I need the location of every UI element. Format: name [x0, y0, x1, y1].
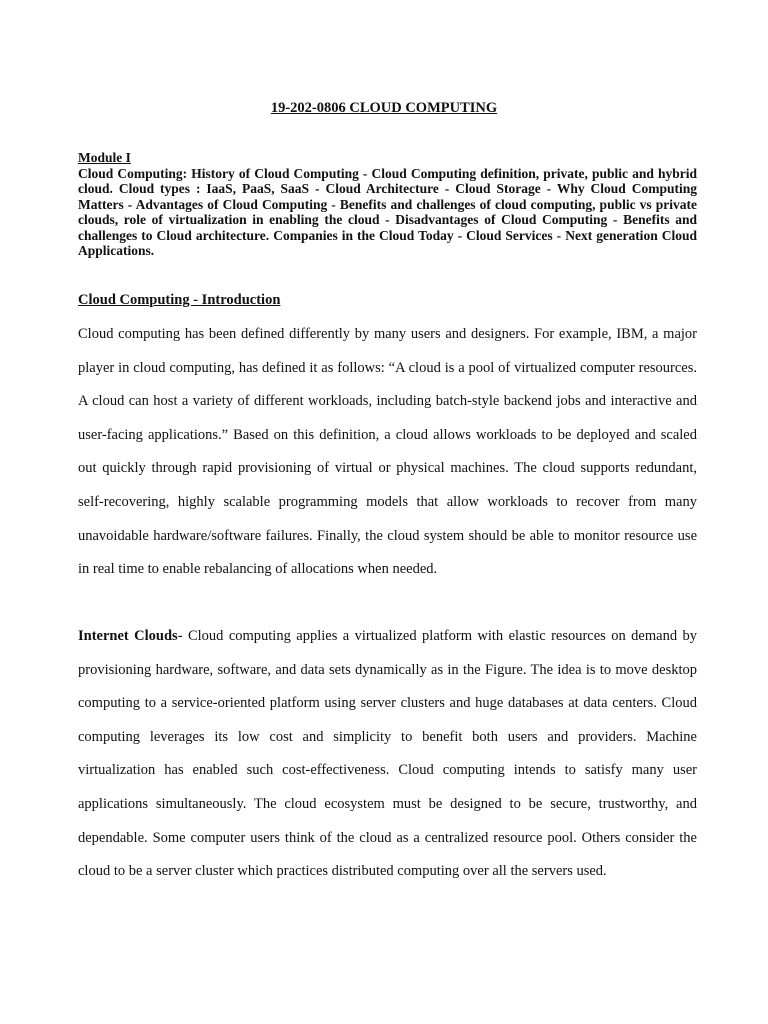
module-heading: Module I [78, 150, 131, 165]
section-heading: Cloud Computing - Introduction [78, 292, 281, 308]
module-description: Cloud Computing: History of Cloud Computing - Cloud Computing definition, private, public and hybrid cloud. Cloud types : IaaS, PaaS, SaaS - Cloud Architecture - Cloud Storage - Why Cloud Computing Matters - Advantages of Cloud Computing - Benefits and challenges of cloud computing, public vs private clouds, role of virtualization in enabling the cloud - Disadvantages of Cloud Computing - Benefits and challenges to Cloud architecture. Companies in the Cloud Today - Cloud Services - Next generation Cloud Applications. [78, 165, 697, 258]
document-title: 19-202-0806 CLOUD COMPUTING [270, 100, 498, 116]
internet-clouds-lead: Internet Clouds [78, 628, 178, 644]
intro-paragraph: Cloud computing has been defined differently by many users and designers. For example, IBM, a major player in cloud computing, has defined it as follows: “A cloud is a pool of virtualized computer resources. A cloud can host a variety of different workloads, including batch-style backend jobs and interactive and user-facing applications.” Based on this definition, a cloud allows workloads to be deployed and scaled out quickly through rapid provisioning of virtual or physical machines. The cloud supports redundant, self-recovering, highly scalable programming models that allow workloads to recover from many unavoidable hardware/software failures. Finally, the cloud system should be able to monitor resource use in real time to enable rebalancing of allocations when needed. [78, 326, 697, 578]
internet-clouds-text: - Cloud computing applies a virtualized platform with elastic resources on demand by provisioning hardware, software, and data sets dynamically as in the Figure. The idea is to move desktop computing to a service-oriented platform using server clusters and huge databases at data centers. Cloud computing leverages its low cost and simplicity to benefit both users and providers. Machine virtualization has enabled such cost-effectiveness. Cloud computing intends to satisfy many user applications simultaneously. The cloud ecosystem must be designed to be secure, trustworthy, and dependable. Some computer users think of the cloud as a centralized resource pool. Others consider the cloud to be a server cluster which practices distributed computing over all the servers used. [78, 628, 697, 880]
internet-clouds-paragraph [78, 620, 697, 889]
module-syllabus [78, 150, 697, 259]
